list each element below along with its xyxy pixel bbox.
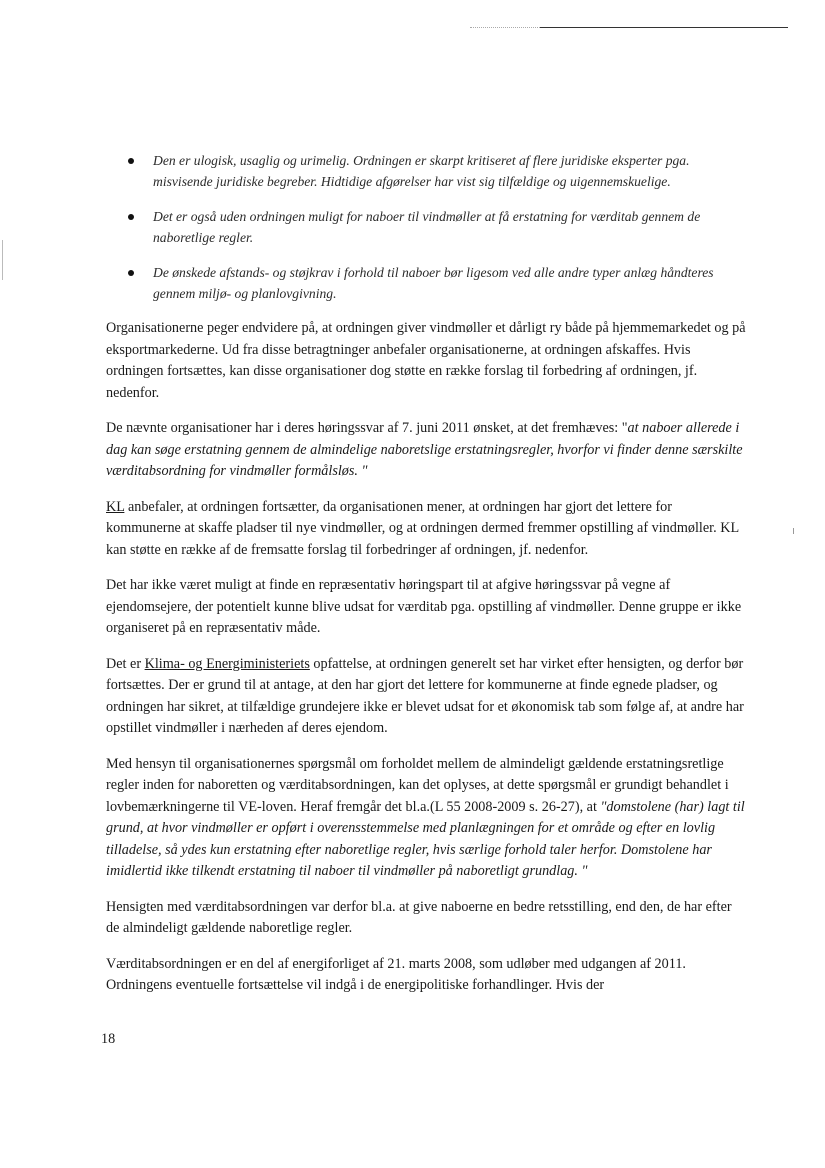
scan-margin-mark xyxy=(793,528,794,534)
header-rule xyxy=(540,27,788,28)
bullet-dot xyxy=(128,158,134,164)
document-body xyxy=(106,150,746,997)
bullet-item: De ønskede afstands- og støjkrav i forhold til naboer bør ligesom ved alle andre typer anlæg håndteres gennem miljø- og planlovgivning. xyxy=(106,262,746,304)
paragraph-energy-agreement: Værditabsordningen er en del af energiforliget af 21. marts 2008, som udløber med udgangen af 2011. Ordningens eventuelle fortsættelse vil indgå i de energipolitiske forhandlinger. Hvis der xyxy=(106,955,686,993)
paragraph-purpose: Hensigten med værditabsordningen var derfor bl.a. at give naboerne en bedre retsstilling, end den, de har efter de almindeligt gældende naboretlige regler. xyxy=(106,898,732,936)
bullet-item: Den er ulogisk, usaglig og urimelig. Ordningen er skarpt kritiseret af flere juridiske eksperter pga. misvisende juridiske begreber. Hidtidige afgørelser har vist sig tilfældige og uigennemskuelige. xyxy=(106,150,746,192)
bullet-item: Det er også uden ordningen muligt for naboer til vindmøller at få erstatning for værditab gennem de naboretlige regler. xyxy=(106,206,746,248)
scan-edge-mark xyxy=(2,240,3,280)
kl-abbreviation: KL xyxy=(106,498,125,515)
bullet-dot xyxy=(128,270,134,276)
header-rule-faint xyxy=(470,27,540,28)
paragraph-kl: KL anbefaler, at ordningen fortsætter, da organisationen mener, at ordningen har gjort det lettere for kommunerne at skaffe pladser til nye vindmøller, og at ordningen dermed fremmer opstilling af vindmøller. KL kan støtte en række af de fremsatte forslag til forbedringer af ordningen, jf. nedenfor. xyxy=(106,498,739,558)
paragraph-hearing-quote: De nævnte organisationer har i deres høringssvar af 7. juni 2011 ønsket, at det fremhæves: "at naboer allerede i dag kan søge erstatning gennem de almindelige naboretslige erstatningsregler, hvorfor vi finder denne særskilte værditabsordning for vindmøller formålsløs. " xyxy=(106,420,743,479)
bullet-list xyxy=(106,150,746,304)
paragraph-property-owners: Det har ikke været muligt at finde en repræsentativ høringspart til at afgive høringssvar på vegne af ejendomsejere, der potentielt kunne blive udsat for værditab pga. opstilling af vindmøller. Denne gruppe er ikke organiseret på en repræsentativ måde. xyxy=(106,577,742,636)
paragraph-legal-relationship: Med hensyn til organisationernes spørgsmål om forholdet mellem de almindeligt gældende erstatningsretlige regler inden for naboretten og værditabsordningen, kan det oplyses, at dette spørgsmål er grundigt behandlet i lovbemærkningerne til VE-loven. Heraf fremgår det bl.a.(L 55 2008-2009 s. 26-27), at "domstolene (har) lagt til grund, at hvor vindmøller er opført i overensstemmelse med planlægningen for et område og efter en lovlig tilladelse, så ydes kun erstatning efter naboretlige regler, hvis særlige forhold taler herfor. Domstolene har imidlertid ikke tilkendt erstatning til naboer til vindmøller på naboretligt grundlag. " xyxy=(106,755,745,879)
paragraph-ministry-view: Det er Klima- og Energiministeriets opfattelse, at ordningen generelt set har virket efter hensigten, og derfor bør fortsættes. Der er grund til at antage, at den har gjort det lettere for kommunerne at finde egnede pladser, og ordningen har sikret, at tilfældige grundejere ikke er blevet udsat for et økonomisk tab som følge af, at andre har opstillet vindmøller i nærheden af deres ejendom. xyxy=(106,655,744,736)
page-number: 18 xyxy=(101,1031,116,1047)
bullet-dot xyxy=(128,214,134,220)
ministry-name: Klima- og Energiministeriets xyxy=(144,655,310,672)
paragraph-organisations-view: Organisationerne peger endvidere på, at ordningen giver vindmøller et dårligt ry både på hjemmemarkedet og på eksportmarkederne. Ud fra disse betragtninger anbefaler organisationerne, at ordningen afskaffes. Hvis ordningen fortsættes, kan disse organisationer dog støtte en række forslag til forbedring af ordningen, jf. nedenfor. xyxy=(106,320,746,401)
